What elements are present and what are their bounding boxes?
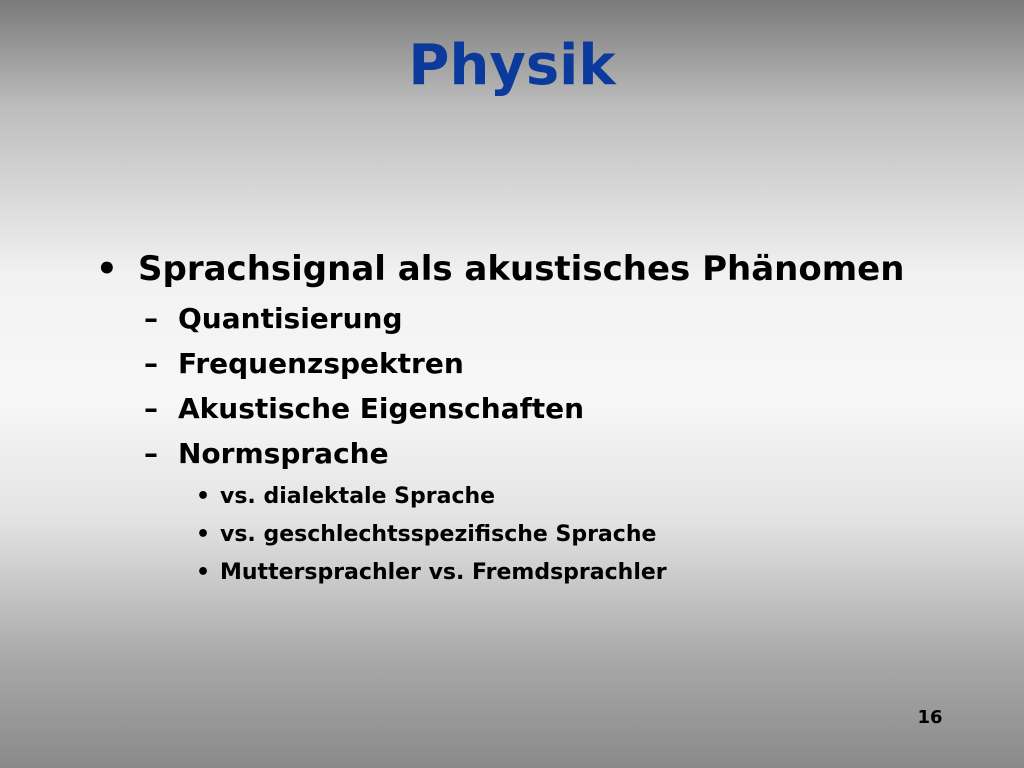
sub-bullet-text: Quantisierung bbox=[178, 302, 403, 335]
bullet-marker: • bbox=[196, 484, 211, 509]
dash-marker: – bbox=[144, 302, 158, 335]
sub-sub-bullet-item bbox=[190, 478, 972, 516]
sub-sub-bullet-item bbox=[190, 554, 972, 592]
dash-marker: – bbox=[144, 437, 158, 470]
sub-sub-bullet-item bbox=[190, 516, 972, 554]
sub-sub-bullet-list bbox=[190, 478, 972, 592]
sub-bullet-text: Frequenzspektren bbox=[178, 347, 464, 380]
dash-marker: – bbox=[144, 347, 158, 380]
dash-marker: – bbox=[144, 392, 158, 425]
sub-sub-bullet-text: Muttersprachler vs. Fremdsprachler bbox=[220, 560, 667, 585]
slide-title: Physik bbox=[408, 33, 616, 98]
bullet-marker: • bbox=[196, 522, 211, 547]
bullet-marker: • bbox=[196, 560, 211, 585]
sub-bullet-list bbox=[144, 296, 972, 476]
sub-bullet-text: Normsprache bbox=[178, 437, 389, 470]
sub-bullet-item bbox=[144, 431, 972, 476]
bullet-item-main bbox=[92, 244, 972, 294]
sub-sub-bullet-text: vs. geschlechtsspezifische Sprache bbox=[220, 522, 657, 547]
sub-bullet-item bbox=[144, 386, 972, 431]
sub-bullet-item bbox=[144, 341, 972, 386]
sub-bullet-text: Akustische Eigenschaften bbox=[178, 392, 585, 425]
sub-bullet-item bbox=[144, 296, 972, 341]
bullet-list bbox=[92, 244, 972, 592]
page-number: 16 bbox=[917, 707, 943, 728]
bullet-marker: • bbox=[96, 249, 118, 289]
bullet-text: Sprachsignal als akustisches Phänomen bbox=[138, 249, 905, 289]
sub-sub-bullet-text: vs. dialektale Sprache bbox=[220, 484, 496, 509]
